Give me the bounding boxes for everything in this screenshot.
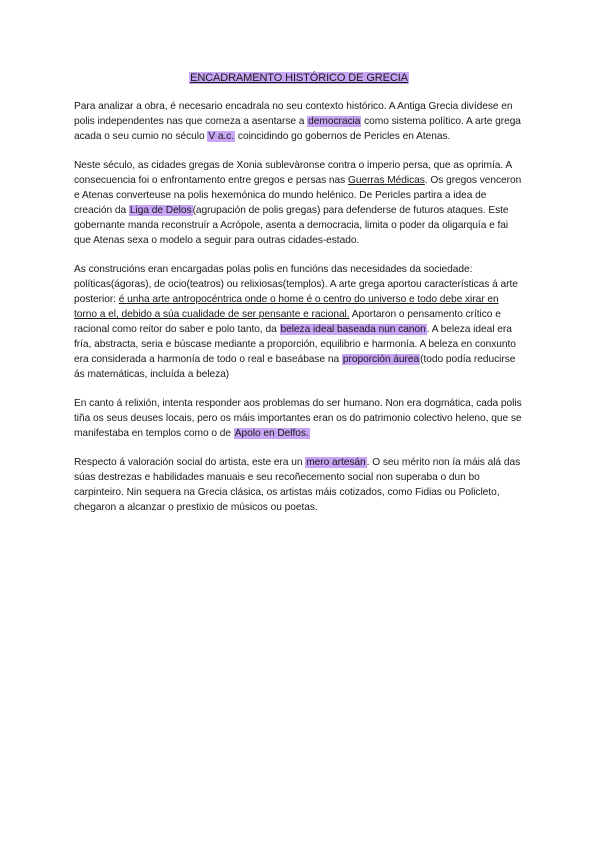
paragraph-artist (74, 456, 524, 516)
p1-text-1: Para analizar a obra, é necesario encadrala no seu contexto histórico. A Antiga Grecia divídese en polis independentes nas que comeza a asentarse a (74, 101, 513, 127)
p2-text-2: . Os gregos venceron e Atenas converteuse na polis hexemónica do mundo helénico. De Pericles partira a idea de creación da (74, 175, 522, 216)
p4-text-1: En canto á relixión, intenta responder aos problemas do ser humano. Non era dogmática, cada polis tiña os seus deuses locais, pero os máis importantes eran os do patrimonio colectivo heleno, que se manifestaba en templos como o de (74, 397, 522, 439)
highlight-liga-delos: Liga de Delos (129, 204, 192, 216)
underline-guerras-medicas: Guerras Médicas (347, 175, 425, 187)
p3-text-4: (todo podía reducirse ás matemáticas, incluída a beleza) (74, 353, 516, 380)
underline-antropocentric: é unha arte antropocéntrica onde o home é o centro do universo e todo debe xirar en torno a el, debido a súa cualidade de ser pensante e racional. (74, 293, 499, 320)
highlight-mero-artesan: mero artesán (306, 457, 366, 469)
p3-text-3: . A beleza ideal era fría, abstracta, seria e búscase mediante a proporción, equilibrio e harmonía. A beleza en conxunto era considerada a harmonía de todo o real e baseábase na (74, 323, 516, 365)
highlight-apolo-delfos: Apolo en Delfos. (234, 427, 309, 439)
paragraph-context (74, 100, 524, 145)
p1-text-2: como sistema político. A arte grega acada o seu cumio no século (74, 115, 521, 142)
p3-text-1: As construcións eran encargadas polas polis en funcións das necesidades da sociedade: políticas(ágoras), de ocio(teatros) ou relixiosas(templos). A arte grega aportou características á arte posterior: (74, 264, 518, 305)
document-title (74, 70, 524, 86)
paragraph-history (74, 159, 524, 248)
p2-text-3: (agrupación de polis gregas) para defenderse de futuros ataques. Este gobernante manda reconstruír a Acrópole, asenta a democracia, limita o poder da oligarquía e fai que Atenas sexa o modelo a seguir para outras cidades-estado. (74, 204, 509, 246)
paragraph-religion (74, 397, 524, 442)
p5-text-2: . O seu mérito non ía máis alá das súas destrezas e habilidades manuais e seu recoñecemento social non superaba o dun bo carpinteiro. Nin sequera na Grecia clásica, os artistas máis cotizados, como Fidias ou Policleto, chegaron a alcanzar o prestixio de músicos ou poetas. (74, 457, 521, 513)
highlight-beleza-ideal: beleza ideal baseada nun canon (280, 323, 426, 335)
p1-text-3: coincidindo go gobernos de Pericles en Atenas. (235, 130, 451, 142)
p3-text-2: Aportaron o pensamento crítico e racional como reitor do saber e polo tanto, da (74, 308, 501, 335)
highlight-century: V a.c. (208, 130, 235, 142)
title-text: ENCADRAMENTO HISTÓRICO DE GRECIA (190, 72, 408, 84)
p5-text-1: Respecto á valoración social do artista, este era un (74, 457, 306, 469)
highlight-democracia: democracia (308, 115, 361, 127)
highlight-proporcion-aurea: proporción áurea (342, 353, 420, 365)
paragraph-constructions (74, 263, 524, 382)
p2-text-1: Neste século, as cidades gregas de Xonia sublevàronse contra o imperio persa, que as oprimía. A consecuencia foi o enfrontamento entre gregos e persas nas (74, 160, 512, 187)
